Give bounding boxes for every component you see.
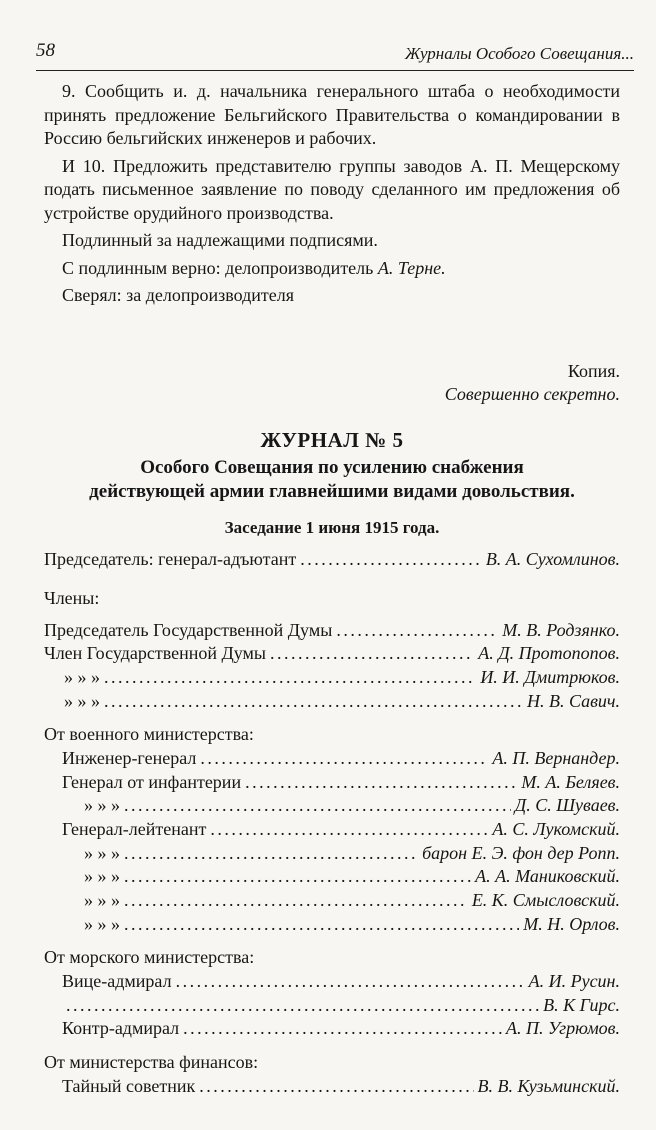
leader-dots xyxy=(183,1017,502,1041)
paragraph-10: И 10. Предложить представителю группы заводов А. П. Мещерскому подать письменное заявление по поводу сделанного им предложения об устройстве орудийного производства. xyxy=(44,155,620,223)
copy-mark: Копия. xyxy=(567,360,620,381)
member-label: » » » xyxy=(84,913,120,934)
member-label: Генерал от инфантерии xyxy=(62,771,242,792)
member-row xyxy=(44,865,620,889)
member-name: Н. В. Савич. xyxy=(526,690,620,711)
finance-ministry-heading: От министерства финансов: xyxy=(44,1052,259,1072)
journal-subtitle-line1: Особого Совещания по усилению снабжения xyxy=(140,457,524,478)
member-row xyxy=(44,1075,620,1099)
leader-dots xyxy=(200,747,488,771)
leader-dots xyxy=(124,794,511,818)
chair-name: В. А. Сухомлинов. xyxy=(485,548,620,569)
page-body xyxy=(44,80,620,1098)
journal-subtitle-line2: действующей армии главнейшими видами довольствия. xyxy=(89,481,575,502)
leader-dots xyxy=(210,818,488,842)
verified-note xyxy=(44,257,620,281)
leader-dots xyxy=(300,548,482,572)
running-title: Журналы Особого Совещания... xyxy=(404,44,634,63)
member-name: В. В. Кузьминский. xyxy=(477,1075,620,1096)
leader-dots xyxy=(245,771,517,795)
member-name: А. П. Угрюмов. xyxy=(505,1018,620,1039)
session-date: Заседание 1 июня 1915 года. xyxy=(224,518,440,537)
member-label: » » » xyxy=(84,890,120,911)
member-name: М. В. Родзянко. xyxy=(502,619,620,640)
leader-dots xyxy=(270,642,474,666)
member-row xyxy=(44,666,620,690)
member-row xyxy=(44,1017,620,1041)
member-row xyxy=(44,771,620,795)
member-label: » » » xyxy=(84,795,120,816)
leader-dots xyxy=(124,865,471,889)
member-row xyxy=(44,690,620,714)
member-label: Вице-адмирал xyxy=(62,970,172,991)
member-label: » » » xyxy=(64,690,100,711)
leader-dots xyxy=(336,619,498,643)
leader-dots xyxy=(66,994,539,1018)
chair-label: Председатель: генерал-адъютант xyxy=(44,548,297,569)
member-row xyxy=(44,642,620,666)
member-name: Д. С. Шуваев. xyxy=(514,795,620,816)
checked-note: Сверял: за делопроизводителя xyxy=(62,285,295,305)
navy-ministry-heading: От морского министерства: xyxy=(44,947,255,968)
member-label: » » » xyxy=(84,842,120,863)
member-row xyxy=(44,619,620,643)
member-row xyxy=(44,794,620,818)
member-name: М. А. Беляев. xyxy=(521,771,620,792)
members-heading: Члены: xyxy=(44,588,100,609)
war-ministry-heading: От военного министерства: xyxy=(44,724,254,745)
member-name: А. А. Маниковский. xyxy=(475,866,620,887)
member-row xyxy=(44,994,620,1018)
chair-row xyxy=(44,548,620,572)
member-name: М. Н. Орлов. xyxy=(523,913,620,934)
member-row xyxy=(44,842,620,866)
secret-mark: Совершенно секретно. xyxy=(444,384,620,404)
page-number: 58 xyxy=(36,40,55,61)
leader-dots xyxy=(104,666,476,690)
member-name: И. И. Дмитрюков. xyxy=(480,667,620,688)
verified-text: С подлинным верно: делопроизводитель xyxy=(62,257,378,278)
member-label: Инженер-генерал xyxy=(62,747,197,768)
member-name: Е. К. Смысловский. xyxy=(471,890,620,911)
member-row xyxy=(44,889,620,913)
page-header xyxy=(36,38,634,71)
member-row xyxy=(44,747,620,771)
verified-clerk-name: А. Терне. xyxy=(377,257,446,278)
leader-dots xyxy=(104,690,523,714)
leader-dots xyxy=(199,1075,473,1099)
member-name: барон Е. Э. фон дер Ропп. xyxy=(422,842,620,863)
original-signatures-note: Подлинный за надлежащими подписями. xyxy=(62,230,378,250)
leader-dots xyxy=(124,889,468,913)
member-label: » » » xyxy=(64,667,100,688)
member-row xyxy=(44,913,620,937)
leader-dots xyxy=(176,970,525,994)
member-label: Тайный советник xyxy=(62,1075,196,1096)
paragraph-9: 9. Сообщить и. д. начальника генерального штаба о необходимости принять предложение Бельгийского Правительства о командировании в Россию бельгийских инженеров и рабочих. xyxy=(44,81,620,148)
member-row xyxy=(44,970,620,994)
member-label: » » » xyxy=(84,866,120,887)
member-label: Член Государственной Думы xyxy=(44,643,267,664)
leader-dots xyxy=(124,842,418,866)
member-name: А. И. Русин. xyxy=(528,970,620,991)
member-name: А. Д. Протопопов. xyxy=(478,643,620,664)
leader-dots xyxy=(124,913,519,937)
member-name: А. П. Вернандер. xyxy=(492,747,620,768)
member-label: Контр-адмирал xyxy=(62,1018,180,1039)
member-row xyxy=(44,818,620,842)
member-name: В. К Гирс. xyxy=(543,994,620,1015)
journal-title: ЖУРНАЛ № 5 xyxy=(260,427,404,452)
member-label: Председатель Государственной Думы xyxy=(44,619,333,640)
member-name: А. С. Лукомский. xyxy=(492,819,620,839)
member-label: Генерал-лейтенант xyxy=(62,819,207,839)
